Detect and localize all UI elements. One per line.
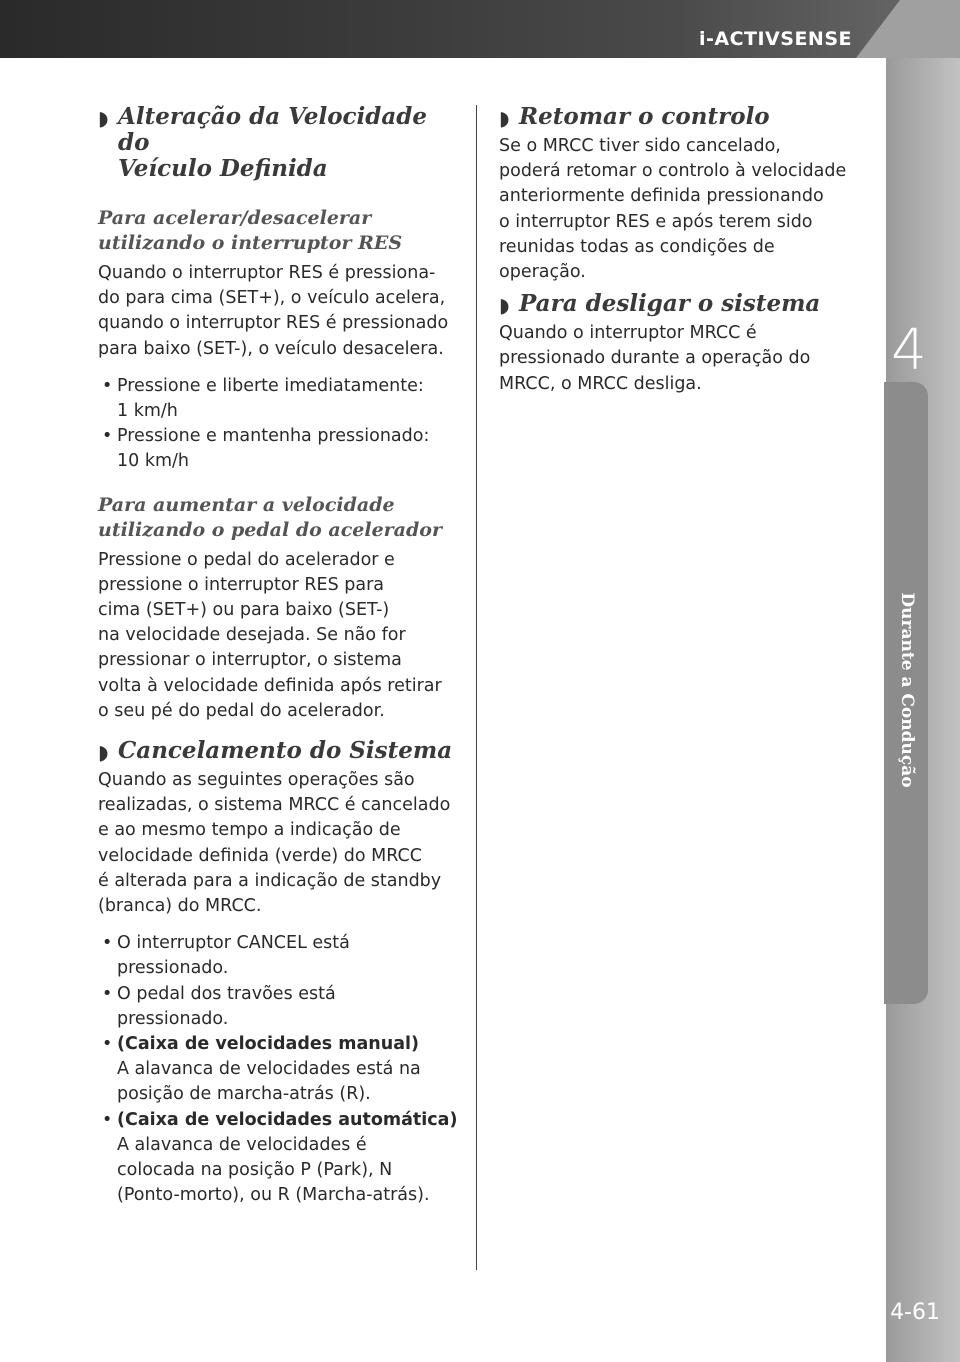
left-column <box>98 100 460 1209</box>
chapter-number: 4 <box>891 318 927 383</box>
bullet-list-cancelamento <box>98 931 460 1208</box>
subsection-title-res: Para acelerar/desacelerar utilizando o interruptor RES <box>98 207 403 254</box>
paragraph-res: Quando o interruptor RES é pressiona- do para cima (SET+), o veículo acelera, quando o interruptor RES é pressionado para baixo (SET-), o veículo desacelera. <box>98 263 449 359</box>
section-title-alteracao: ◗ Alteração da Velocidade do Veículo Definida <box>98 103 427 182</box>
paragraph-acelerador: Pressione o pedal do acelerador e pressione o interruptor RES para cima (SET+) ou para baixo (SET-) na velocidade desejada. Se não for pressionar o interruptor, o sistema volta à velocidade definida após retirar o seu pé do pedal do acelerador. <box>98 549 442 721</box>
header-bar <box>0 0 960 58</box>
bullet-list-res <box>98 374 460 475</box>
page-number: 4-61 <box>890 1300 940 1325</box>
paragraph-cancelamento: Quando as seguintes operações são realizadas, o sistema MRCC é cancelado e ao mesmo tempo a indicação de velocidade definida (verde) do MRCC é alterada para a indicação de standby (branca) do MRCC. <box>98 770 451 917</box>
column-divider <box>476 105 477 1270</box>
right-column <box>499 100 861 397</box>
section-marker-icon: ◗ <box>499 293 510 318</box>
subsection-title-acelerador: Para aumentar a velocidade utilizando o pedal do acelerador <box>98 493 442 541</box>
section-title-retomar: ◗ Retomar o controlo <box>499 103 770 130</box>
paragraph-retomar: Se o MRCC tiver sido cancelado, poderá retomar o controlo à velocidade anteriormente definida pressionando o interruptor RES e após terem sido reunidas todas as condições de operação. <box>499 136 847 283</box>
section-marker-icon: ◗ <box>98 740 109 765</box>
header-title: i-ACTIVSENSE <box>698 28 852 50</box>
list-item: • (Caixa de velocidades automática) A alavanca de velocidades é colocada na posição P (Park), N (Ponto-morto), ou R (Marcha-atrás). <box>102 1109 458 1206</box>
chapter-label: Durante a Condução <box>897 592 917 788</box>
list-item: • (Caixa de velocidades manual) A alavanca de velocidades está na posição de marcha-atrás (R). <box>102 1034 421 1105</box>
section-marker-icon: ◗ <box>499 106 510 130</box>
list-item: • O pedal dos travões está pressionado. <box>102 983 336 1029</box>
list-item: • O interruptor CANCEL está pressionado. <box>102 933 350 979</box>
list-item: • Pressione e mantenha pressionado: 10 km/h <box>102 426 430 472</box>
section-marker-icon: ◗ <box>98 106 109 130</box>
list-item: • Pressione e liberte imediatamente: 1 km/h <box>102 375 424 422</box>
paragraph-desligar: Quando o interruptor MRCC é pressionado durante a operação do MRCC, o MRCC desliga. <box>499 323 811 394</box>
section-title-desligar: ◗ Para desligar o sistema <box>499 290 821 318</box>
section-title-cancelamento: ◗ Cancelamento do Sistema <box>98 737 453 765</box>
